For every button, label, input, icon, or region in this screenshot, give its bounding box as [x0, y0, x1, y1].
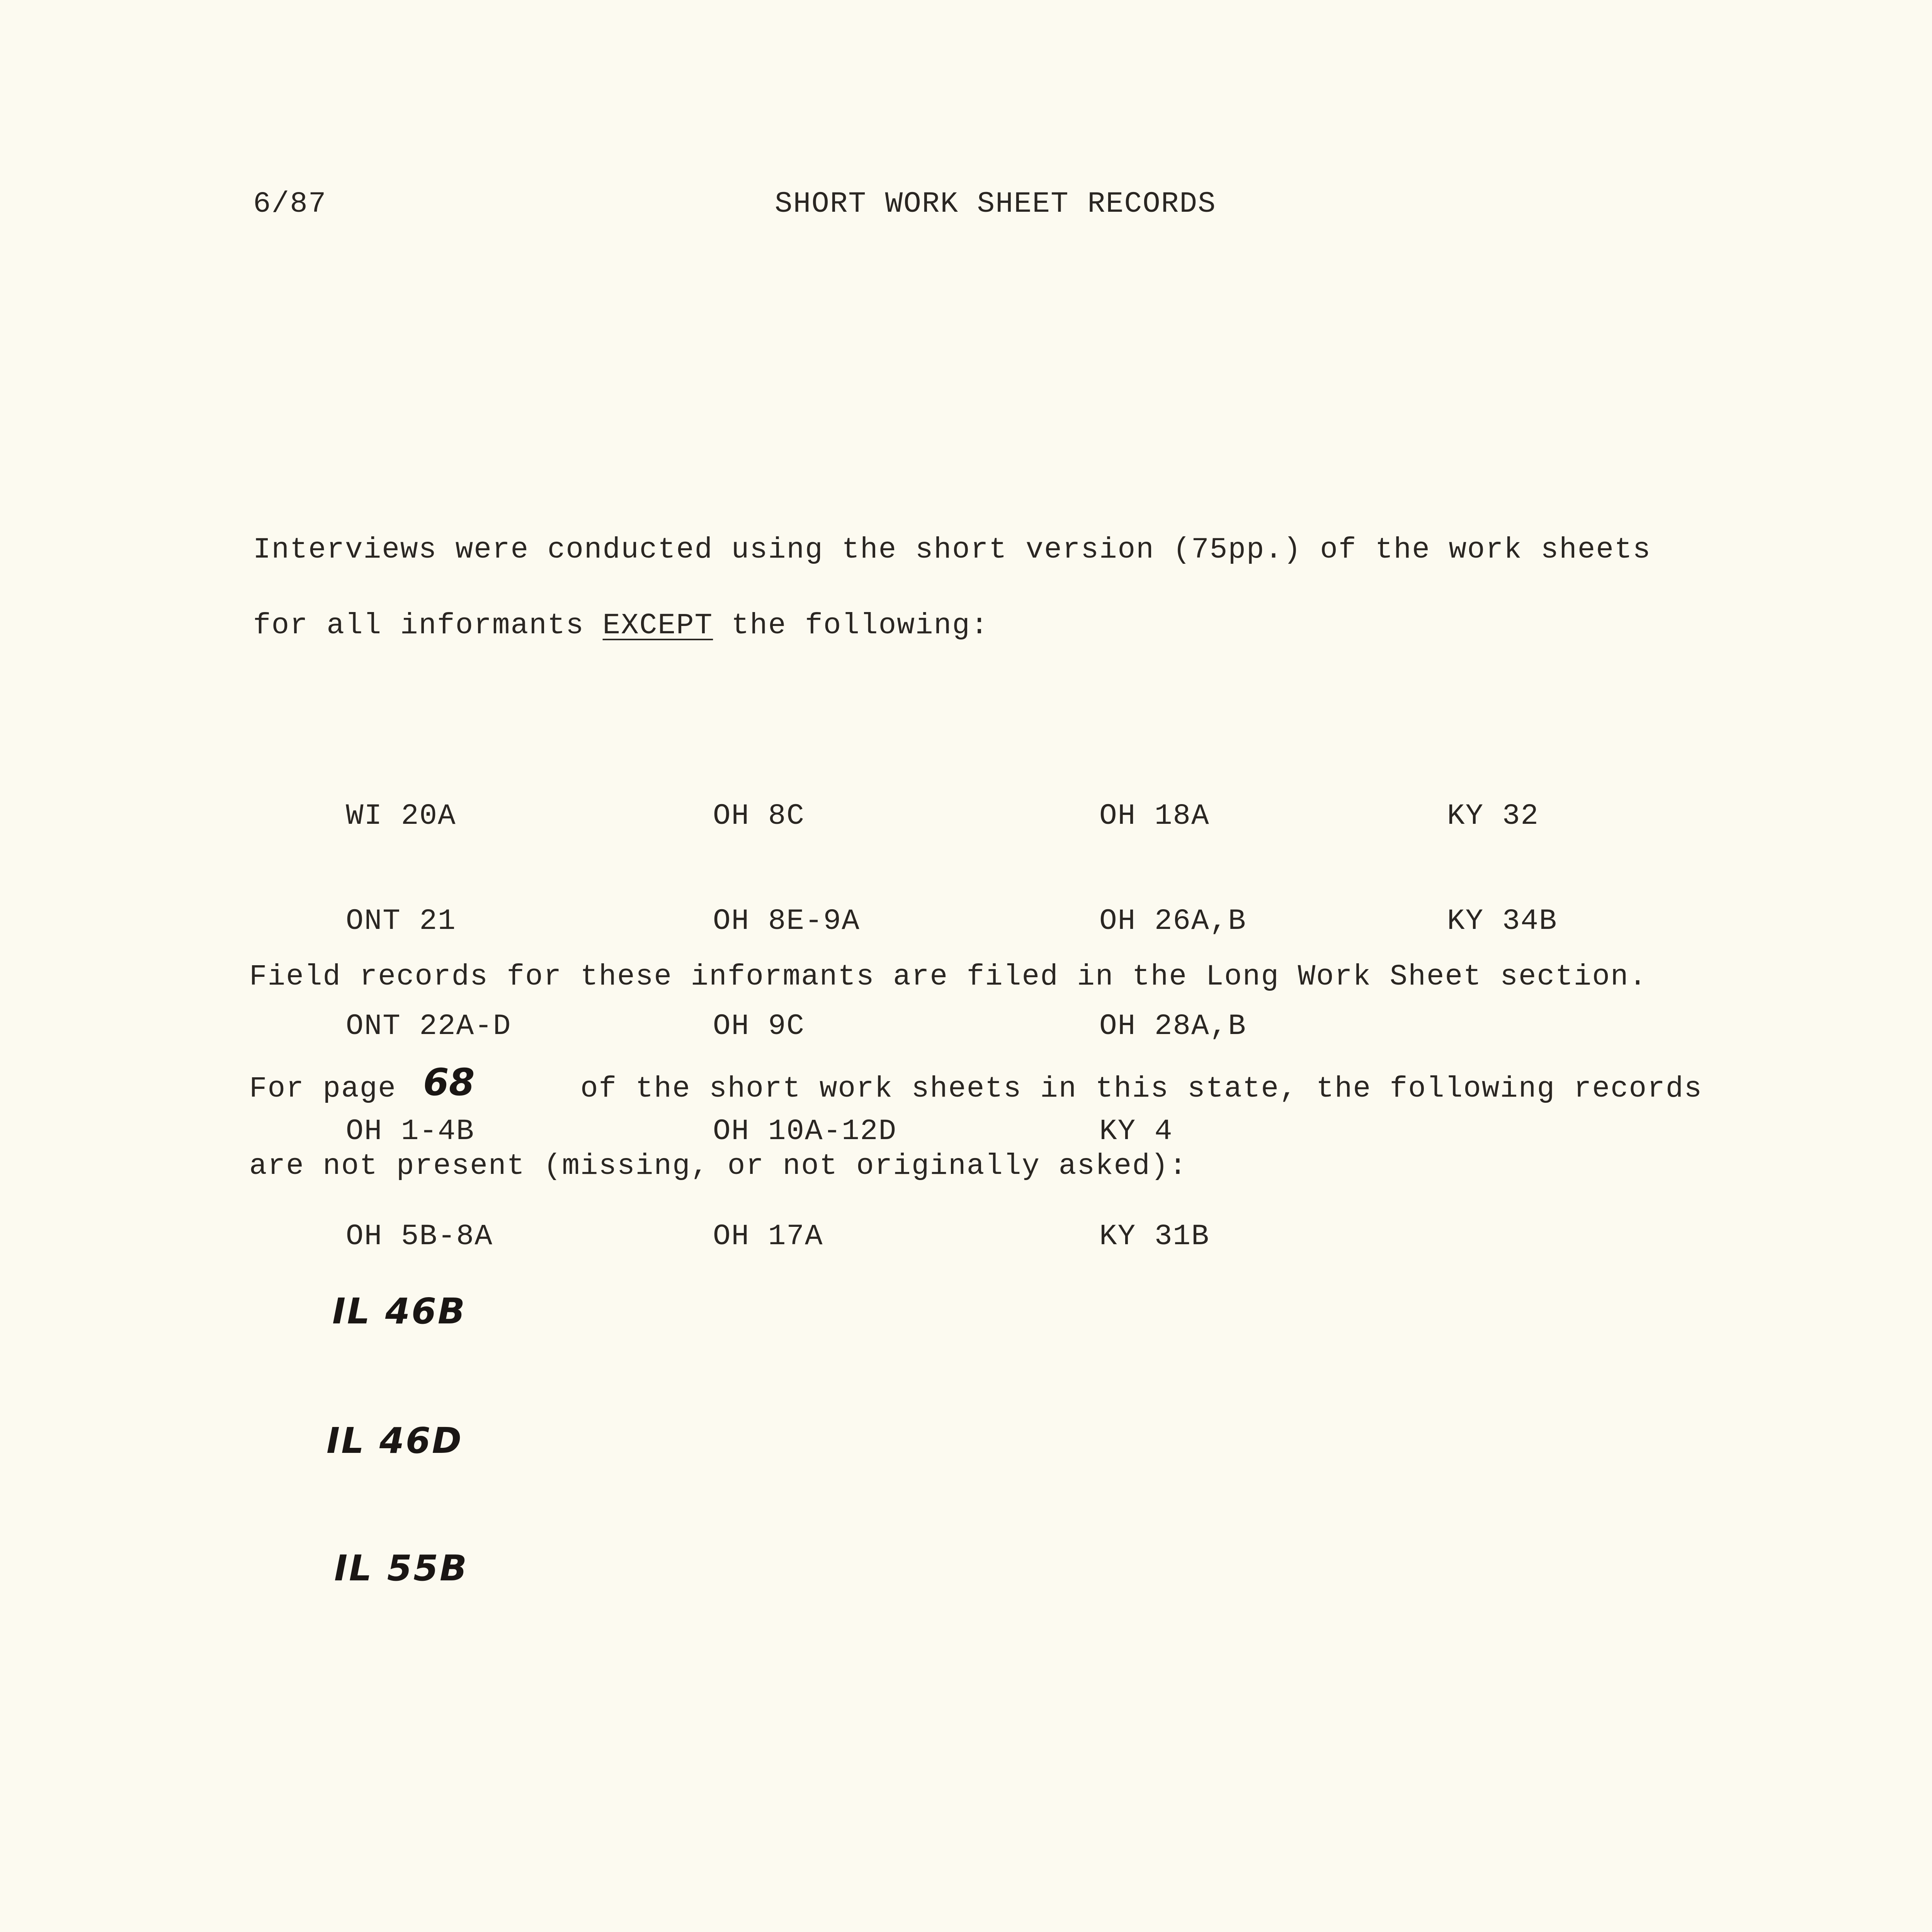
exception-item: OH 17A — [713, 1220, 823, 1253]
missing-record: IL 46D — [327, 1420, 463, 1461]
intro-line-2-start: for all informants — [253, 609, 603, 642]
exception-item: OH 18A — [1099, 799, 1210, 833]
exception-item: OH 28A,B — [1099, 1010, 1247, 1043]
handwritten-page-number: 68 — [423, 1061, 475, 1104]
intro-line-2 — [253, 609, 989, 642]
field-records-note: Field records for these informants are filed in the Long Work Sheet section. — [249, 960, 1648, 993]
intro-line-1: Interviews were conducted using the short version (75pp.) of the work sheets — [253, 533, 1651, 566]
exception-item: OH 8C — [713, 799, 805, 833]
exceptions-column-1 — [346, 730, 511, 1322]
document-title: SHORT WORK SHEET RECORDS — [775, 187, 1216, 221]
missing-prefix: For page — [249, 1072, 396, 1105]
except-emphasis: EXCEPT — [602, 609, 713, 642]
exception-item: KY 32 — [1447, 799, 1539, 833]
exception-item: KY 34B — [1447, 905, 1558, 938]
exception-item: OH 5B-8A — [346, 1220, 493, 1253]
exception-item: OH 26A,B — [1099, 905, 1247, 938]
intro-line-2-end: the following: — [713, 609, 989, 642]
document-date: 6/87 — [253, 187, 327, 221]
exception-item: ONT 21 — [346, 905, 456, 938]
exception-item: KY 4 — [1099, 1115, 1173, 1148]
missing-record: IL 55B — [334, 1548, 469, 1589]
exception-item: WI 20A — [346, 799, 456, 833]
exception-item: OH 8E-9A — [713, 905, 860, 938]
missing-record: IL 46B — [332, 1291, 467, 1332]
missing-intro-line-2: are not present (missing, or not originally asked): — [249, 1150, 1187, 1183]
missing-suffix: of the short work sheets in this state, the following records — [580, 1072, 1702, 1105]
exception-item: OH 10A-12D — [713, 1115, 897, 1148]
exception-item: OH 9C — [713, 1010, 805, 1043]
exception-item: OH 1-4B — [346, 1115, 475, 1148]
exception-item: ONT 22A-D — [346, 1010, 512, 1043]
exceptions-column-3 — [1099, 730, 1247, 1322]
exceptions-column-2 — [713, 730, 897, 1322]
exception-item: KY 31B — [1099, 1220, 1210, 1253]
